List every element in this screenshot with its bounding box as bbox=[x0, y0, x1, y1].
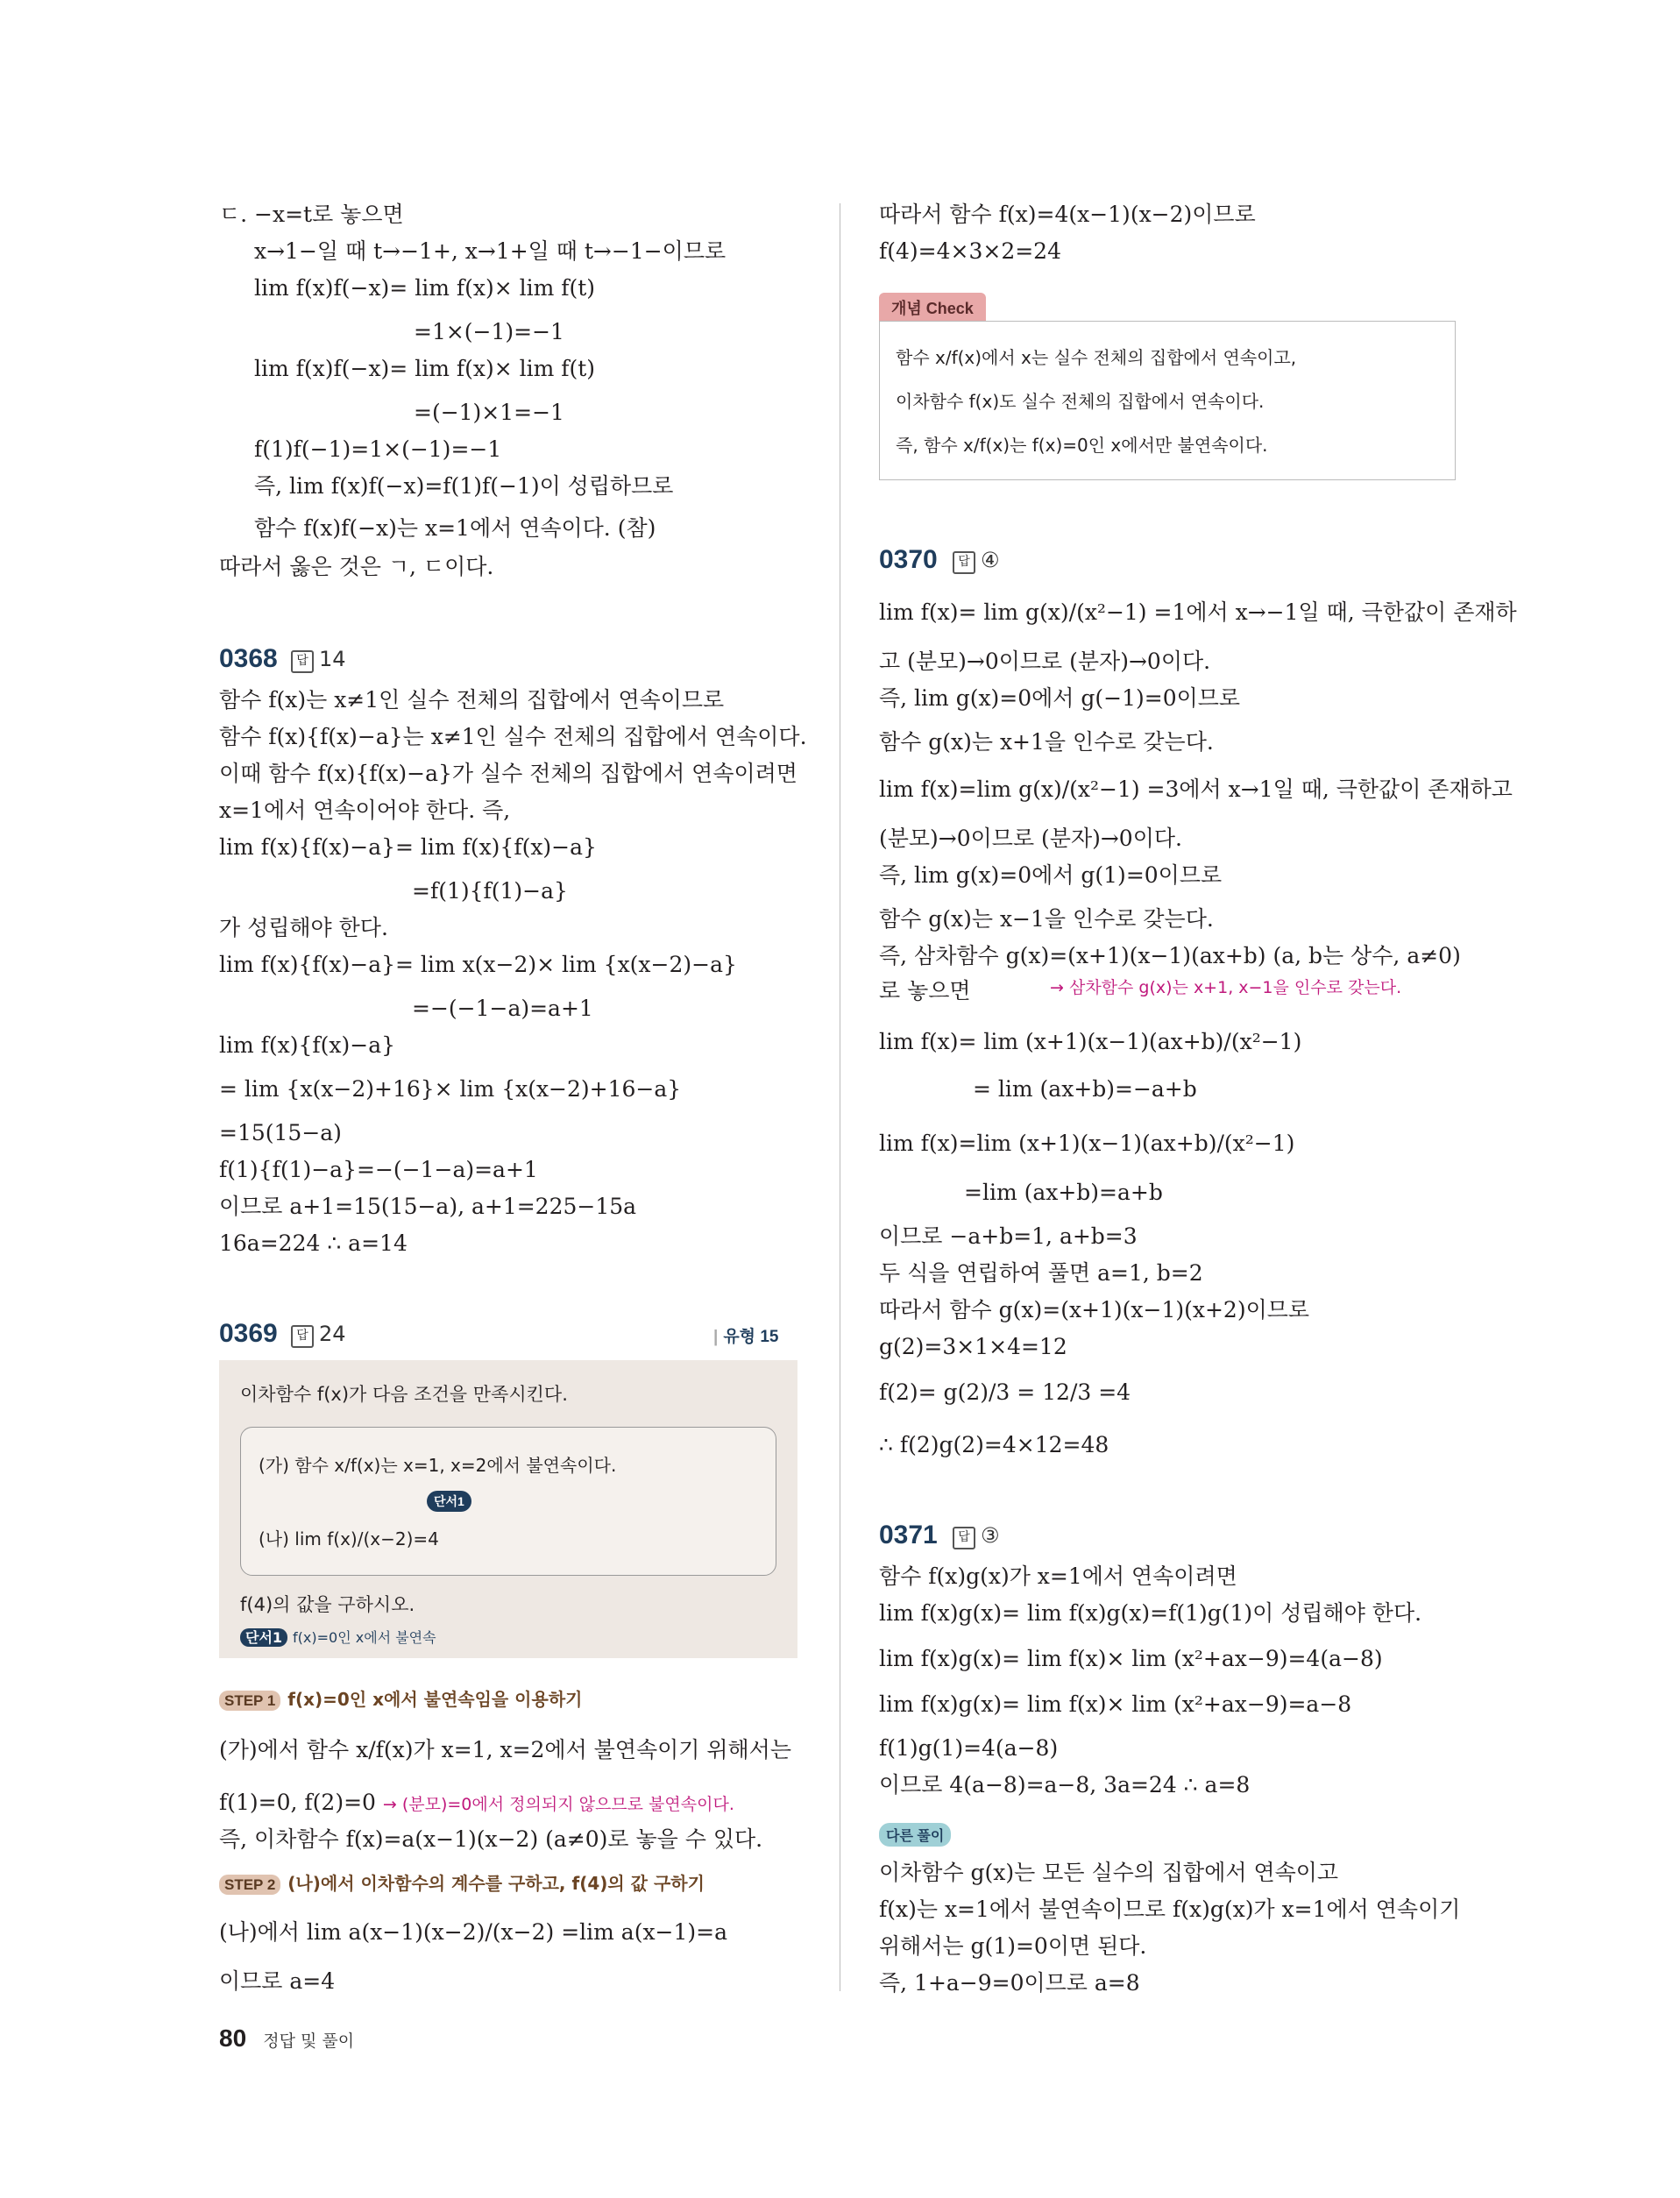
part-c-line: =1×(−1)=−1 bbox=[414, 319, 564, 344]
problem-number: 0368 bbox=[219, 644, 278, 673]
answer-icon: 답 bbox=[953, 551, 975, 574]
solution-line: g(2)=3×1×4=12 bbox=[879, 1334, 1067, 1359]
part-c-line: f(1)f(−1)=1×(−1)=−1 bbox=[254, 436, 502, 462]
alt-line: 즉, 1+a−9=0이므로 a=8 bbox=[879, 1970, 1140, 1996]
solution-line: 함수 f(x)는 x≠1인 실수 전체의 집합에서 연속이므로 bbox=[219, 687, 725, 713]
footer-label: 정답 및 풀이 bbox=[263, 2031, 355, 2051]
solution-text: f(1)=0, f(2)=0 bbox=[219, 1790, 376, 1815]
solution-line: (가)에서 함수 x/f(x)가 x=1, x=2에서 불연속이기 위해서는 bbox=[219, 1737, 791, 1762]
step1-tag: STEP 1 bbox=[219, 1691, 280, 1711]
solution-line: x=1에서 연속이어야 한다. 즉, bbox=[219, 798, 511, 823]
solution-line: 즉, lim g(x)=0에서 g(1)=0이므로 bbox=[879, 862, 1223, 888]
condition-a: (가) 함수 x/f(x)는 x=1, x=2에서 불연속이다. bbox=[259, 1455, 617, 1476]
clue-note-badge: 단서1 bbox=[240, 1628, 287, 1647]
answer-label bbox=[291, 647, 346, 673]
solution-line: lim f(x){f(x)−a}= lim x(x−2)× lim {x(x−2)−a} bbox=[219, 952, 737, 977]
solution-line: 이므로 a+1=15(15−a), a+1=225−15a bbox=[219, 1194, 637, 1219]
solution-line: lim f(x)= lim (x+1)(x−1)(ax+b)/(x²−1) bbox=[879, 1029, 1302, 1054]
part-c-line: 즉, lim f(x)f(−x)=f(1)f(−1)이 성립하므로 bbox=[254, 473, 674, 499]
part-c-line: x→1−일 때 t→−1+, x→1+일 때 t→−1−이므로 bbox=[254, 238, 727, 264]
solution-line: f(1)g(1)=4(a−8) bbox=[879, 1735, 1059, 1761]
solution-line: 가 성립해야 한다. bbox=[219, 915, 388, 940]
part-c-line: ㄷ. −x=t로 놓으면 bbox=[219, 202, 404, 227]
solution-line: 함수 g(x)는 x−1을 인수로 갖는다. bbox=[879, 906, 1214, 932]
concept-line: 이차함수 f(x)도 실수 전체의 집합에서 연속이다. bbox=[896, 391, 1265, 412]
solution-line: 16a=224 ∴ a=14 bbox=[219, 1230, 408, 1256]
annotation-note: → 삼차함수 g(x)는 x+1, x−1을 인수로 갖는다. bbox=[1050, 978, 1402, 997]
solution-line: lim f(x){f(x)−a}= lim f(x){f(x)−a} bbox=[219, 834, 597, 860]
answer-icon: 답 bbox=[291, 1325, 314, 1348]
alt-solution-badge: 다른 풀이 bbox=[879, 1823, 951, 1847]
solution-line: 즉, 삼차함수 g(x)=(x+1)(x−1)(ax+b) (a, b는 상수, a≠0) bbox=[879, 943, 1461, 968]
part-c-line: 따라서 옳은 것은 ㄱ, ㄷ이다. bbox=[219, 554, 494, 579]
clue-badge: 단서1 bbox=[427, 1491, 471, 1512]
page-footer bbox=[219, 2024, 354, 2053]
solution-line: lim f(x)=lim (x+1)(x−1)(ax+b)/(x²−1) bbox=[879, 1131, 1295, 1156]
answer-label bbox=[291, 1322, 346, 1348]
answer-icon: 답 bbox=[953, 1527, 975, 1549]
solution-line: f(1){f(1)−a}=−(−1−a)=a+1 bbox=[219, 1157, 538, 1182]
type-label-text: 유형 15 bbox=[723, 1328, 779, 1346]
solution-line: 로 놓으면 bbox=[879, 978, 971, 1003]
solution-line: =lim (ax+b)=a+b bbox=[964, 1180, 1163, 1205]
solution-line: 이므로 −a+b=1, a+b=3 bbox=[879, 1223, 1138, 1249]
concept-line: 함수 x/f(x)에서 x는 실수 전체의 집합에서 연속이고, bbox=[896, 347, 1297, 368]
clue-note-text: f(x)=0인 x에서 불연속 bbox=[293, 1629, 436, 1646]
solution-line: ∴ f(2)g(2)=4×12=48 bbox=[879, 1432, 1109, 1457]
answer-label bbox=[953, 548, 1000, 574]
annotation-note: → (분모)=0에서 정의되지 않으므로 불연속이다. bbox=[382, 1795, 734, 1814]
solution-line: 이므로 4(a−8)=a−8, 3a=24 ∴ a=8 bbox=[879, 1772, 1251, 1797]
step1-heading bbox=[219, 1684, 582, 1716]
step2-heading bbox=[219, 1868, 705, 1900]
answer-value: 24 bbox=[319, 1322, 346, 1346]
solution-line: (분모)→0이므로 (분자)→0이다. bbox=[879, 826, 1182, 851]
solution-line: 즉, lim g(x)=0에서 g(−1)=0이므로 bbox=[879, 685, 1241, 711]
solution-line: lim f(x)= lim g(x)/(x²−1) =1에서 x→−1일 때, 극한값이 존재하 bbox=[879, 599, 1517, 625]
solution-line: 즉, 이차함수 f(x)=a(x−1)(x−2) (a≠0)로 놓을 수 있다. bbox=[219, 1826, 763, 1852]
step2-title: (나)에서 이차함수의 계수를 구하고, f(4)의 값 구하기 bbox=[287, 1873, 705, 1894]
solution-line: 두 식을 연립하여 풀면 a=1, b=2 bbox=[879, 1260, 1203, 1286]
clue-note bbox=[240, 1623, 436, 1653]
solution-line: 이때 함수 f(x){f(x)−a}가 실수 전체의 집합에서 연속이려면 bbox=[219, 761, 797, 786]
part-c-line: 함수 f(x)f(−x)는 x=1에서 연속이다. (참) bbox=[254, 515, 656, 541]
problem-intro: 이차함수 f(x)가 다음 조건을 만족시킨다. bbox=[240, 1384, 568, 1405]
concept-line: 즉, 함수 x/f(x)는 f(x)=0인 x에서만 불연속이다. bbox=[896, 435, 1268, 456]
alt-line: 위해서는 g(1)=0이면 된다. bbox=[879, 1933, 1147, 1959]
concept-title: 개념 Check bbox=[879, 293, 986, 323]
alt-line: f(x)는 x=1에서 불연속이므로 f(x)g(x)가 x=1에서 연속이기 bbox=[879, 1897, 1461, 1922]
solution-line: =f(1){f(1)−a} bbox=[412, 878, 568, 904]
solution-line: lim f(x)=lim g(x)/(x²−1) =3에서 x→1일 때, 극한값이 존재하고 bbox=[879, 776, 1513, 802]
problem-number: 0369 bbox=[219, 1319, 278, 1348]
page-number: 80 bbox=[219, 2024, 247, 2052]
solution-line: lim f(x)g(x)= lim f(x)× lim (x²+ax−9)=a−8 bbox=[879, 1691, 1352, 1717]
solution-line: lim f(x)g(x)= lim f(x)g(x)=f(1)g(1)이 성립해야 한다. bbox=[879, 1600, 1422, 1626]
solution-line: lim f(x){f(x)−a} bbox=[219, 1032, 396, 1058]
solution-line: =−(−1−a)=a+1 bbox=[412, 996, 593, 1021]
solution-line: = lim (ax+b)=−a+b bbox=[973, 1076, 1197, 1102]
answer-value: ③ bbox=[981, 1523, 1000, 1548]
concept-box bbox=[879, 321, 1456, 480]
part-c-line: lim f(x)f(−x)= lim f(x)× lim f(t) bbox=[254, 275, 596, 301]
problem-question: f(4)의 값을 구하시오. bbox=[240, 1594, 415, 1615]
solution-line: 이므로 a=4 bbox=[219, 1968, 336, 1994]
part-c-line: =(−1)×1=−1 bbox=[414, 400, 564, 425]
solution-line: 함수 g(x)는 x+1을 인수로 갖는다. bbox=[879, 729, 1214, 755]
solution-line: 따라서 함수 f(x)=4(x−1)(x−2)이므로 bbox=[879, 202, 1256, 227]
conditions-box bbox=[240, 1427, 776, 1576]
solution-line: f(4)=4×3×2=24 bbox=[879, 238, 1061, 264]
solution-line: (나)에서 lim a(x−1)(x−2)/(x−2) =lim a(x−1)=a bbox=[219, 1919, 728, 1945]
problem-number: 0371 bbox=[879, 1521, 938, 1549]
step1-title: f(x)=0인 x에서 불연속임을 이용하기 bbox=[287, 1689, 583, 1710]
solution-line: 고 (분모)→0이므로 (분자)→0이다. bbox=[879, 649, 1211, 674]
answer-icon: 답 bbox=[291, 650, 314, 673]
step2-tag: STEP 2 bbox=[219, 1875, 280, 1895]
problem-number: 0370 bbox=[879, 545, 938, 574]
solution-line: 따라서 함수 g(x)=(x+1)(x−1)(x+2)이므로 bbox=[879, 1297, 1310, 1322]
solution-line: lim f(x)g(x)= lim f(x)× lim (x²+ax−9)=4(a−8) bbox=[879, 1646, 1383, 1671]
solution-line: = lim {x(x−2)+16}× lim {x(x−2)+16−a} bbox=[219, 1076, 682, 1102]
answer-value: 14 bbox=[319, 647, 346, 671]
answer-value: ④ bbox=[981, 548, 1000, 572]
solution-line: =15(15−a) bbox=[219, 1120, 342, 1145]
solution-line bbox=[219, 1788, 734, 1819]
solution-line: f(2)= g(2)/3 = 12/3 =4 bbox=[879, 1379, 1131, 1405]
answer-label bbox=[953, 1523, 1000, 1549]
part-c-line: lim f(x)f(−x)= lim f(x)× lim f(t) bbox=[254, 356, 596, 381]
alt-line: 이차함수 g(x)는 모든 실수의 집합에서 연속이고 bbox=[879, 1860, 1339, 1885]
solution-line: 함수 f(x){f(x)−a}는 x≠1인 실수 전체의 집합에서 연속이다. bbox=[219, 724, 807, 749]
condition-b: (나) lim f(x)/(x−2)=4 bbox=[259, 1528, 439, 1549]
solution-line: 함수 f(x)g(x)가 x=1에서 연속이려면 bbox=[879, 1563, 1237, 1589]
problem-box bbox=[219, 1360, 797, 1658]
type-label: | 유형 15 bbox=[713, 1328, 779, 1346]
